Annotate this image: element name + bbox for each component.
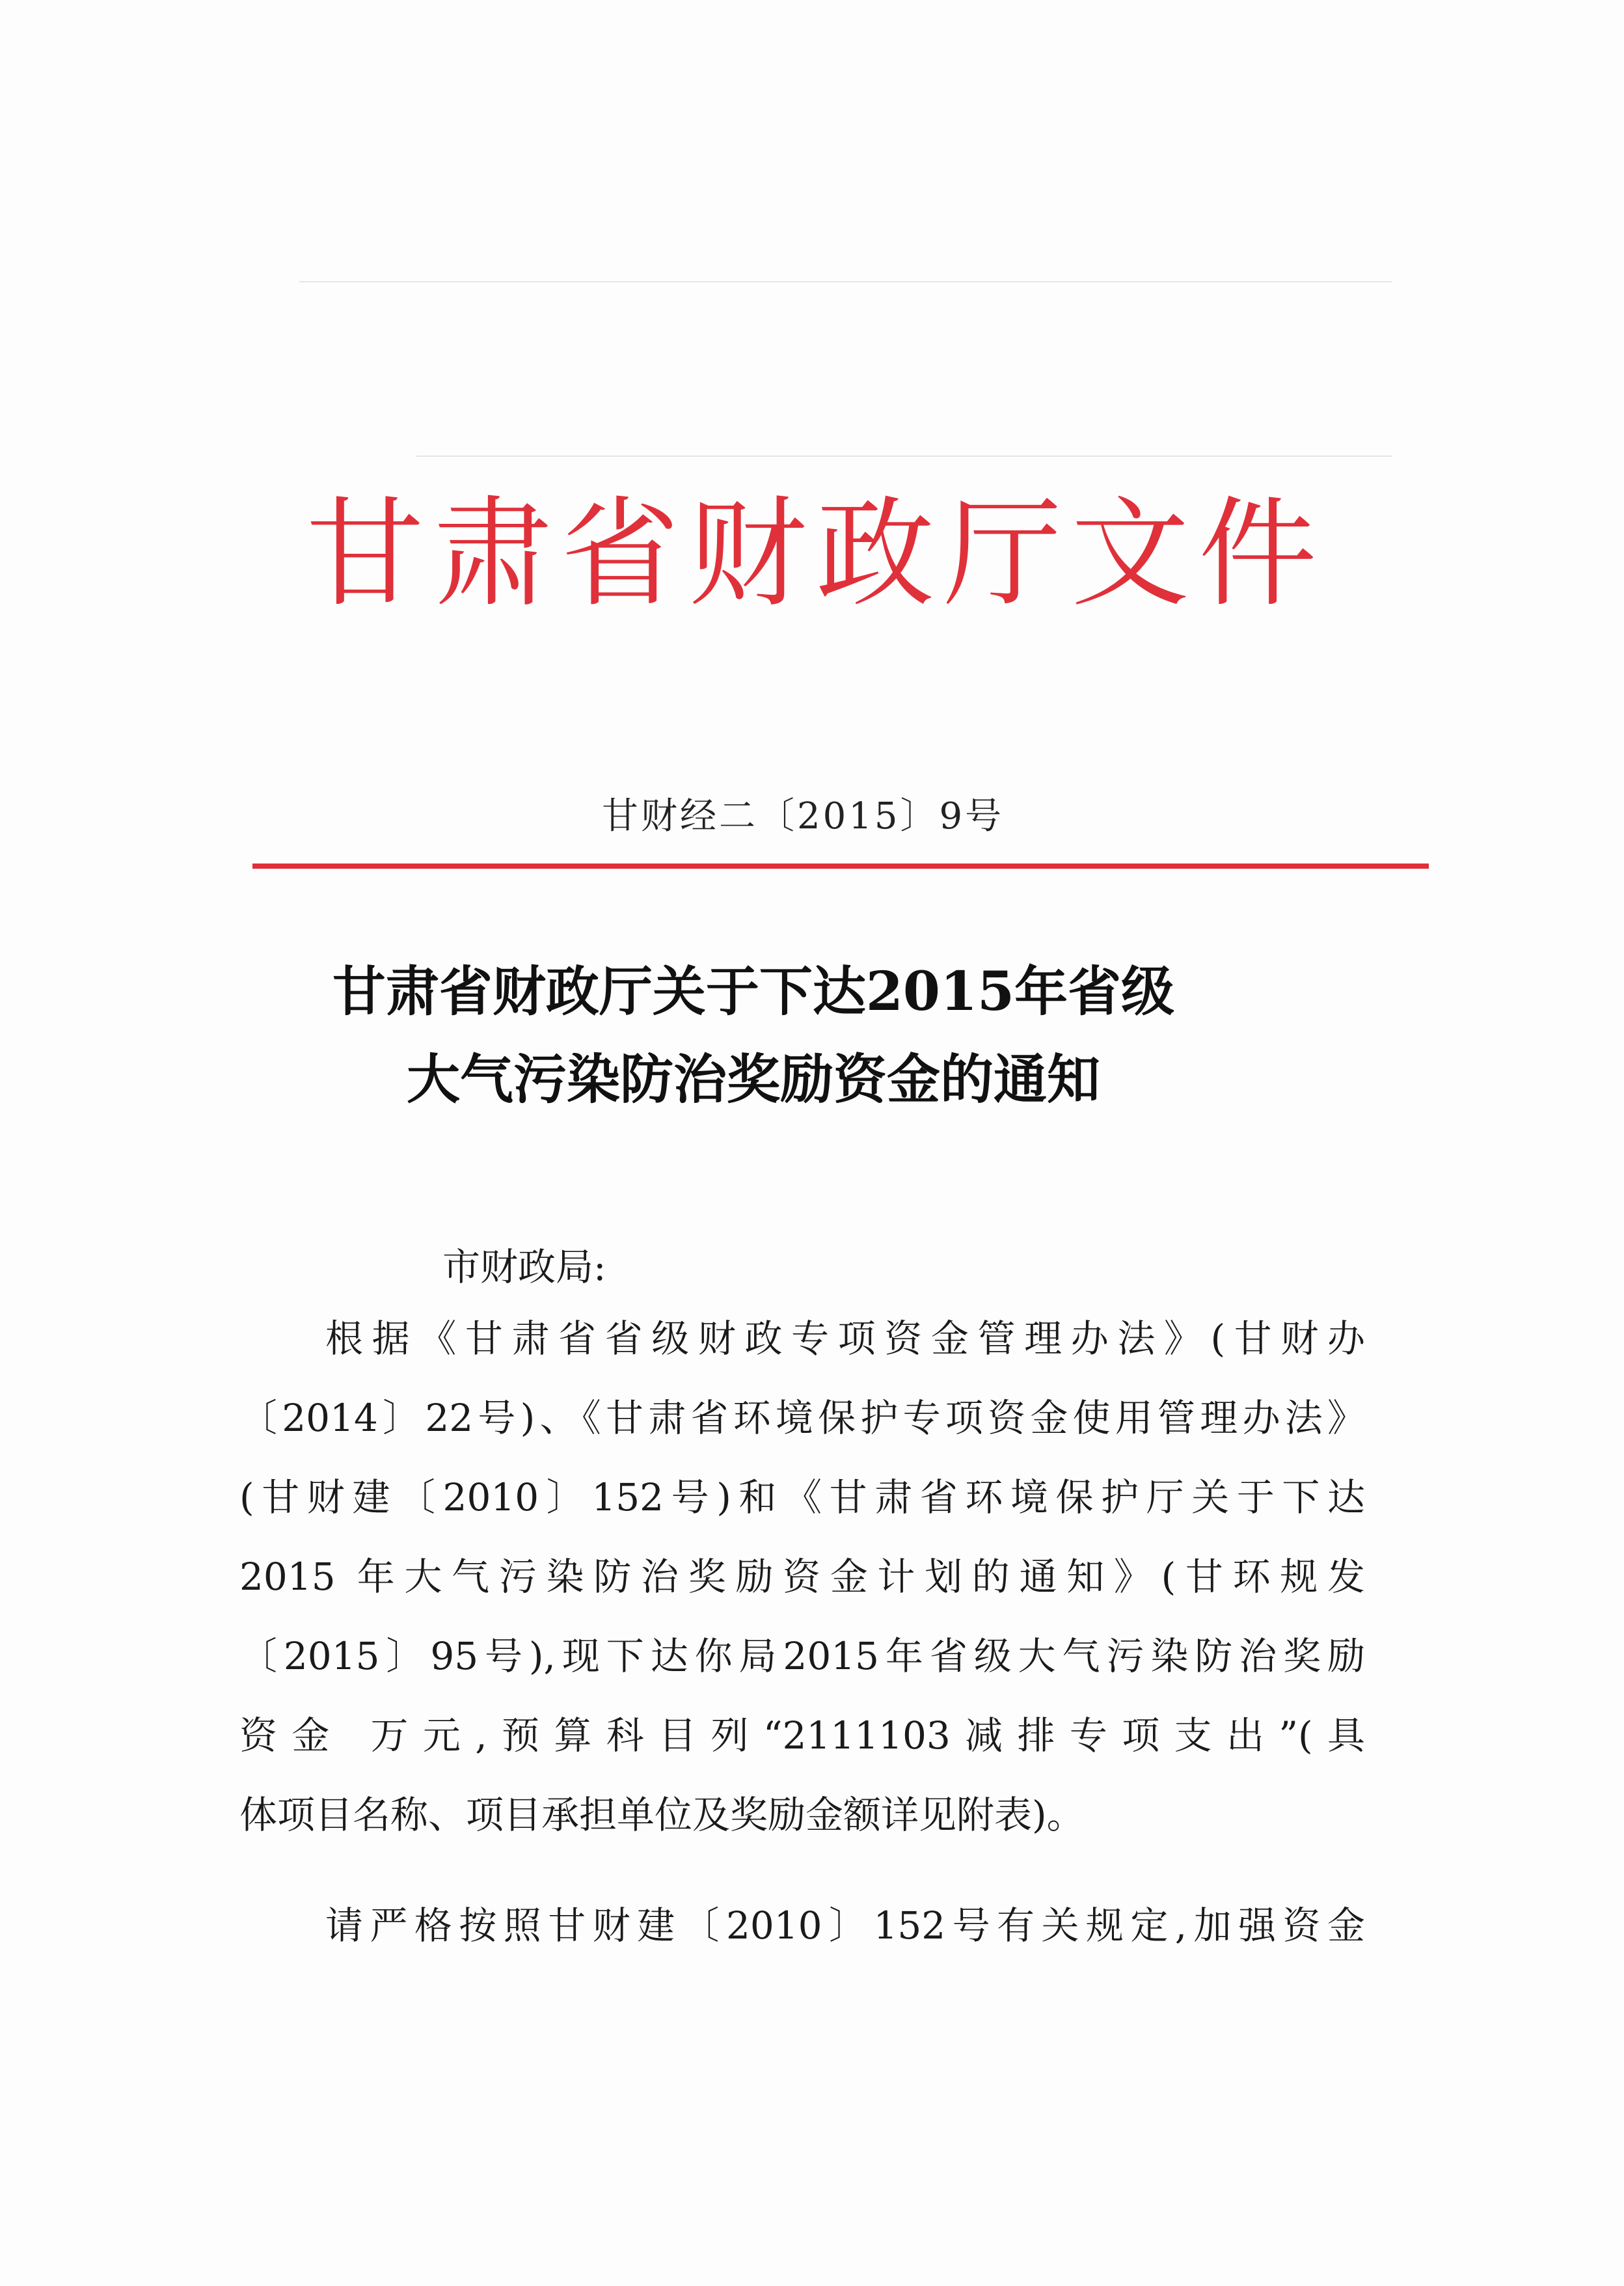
red-divider-rule	[252, 864, 1429, 869]
notice-title-line-2: 大气污染防治奖励资金的通知	[406, 1048, 1100, 1111]
bleed-through-line	[416, 456, 1392, 457]
body-line: (甘财建〔2010〕152号)和《甘肃省环境保护厅关于下达	[239, 1475, 1365, 1519]
body-line: 〔2014〕22号)、《甘肃省环境保护专项资金使用管理办法》	[239, 1396, 1365, 1440]
bleed-through-line	[299, 281, 1392, 282]
salutation: 市财政局:	[442, 1245, 606, 1289]
body-line: 〔2015〕95号),现下达你局2015年省级大气污染防治奖励	[239, 1634, 1365, 1678]
document-number: 甘财经二〔2015〕9号	[602, 795, 1005, 837]
notice-title-line-1: 甘肃省财政厅关于下达2015年省级	[332, 960, 1175, 1023]
body-line: 根据《甘肃省省级财政专项资金管理办法》(甘财办	[325, 1316, 1365, 1361]
body-line: 体项目名称、项目承担单位及奖励金额详见附表)。	[239, 1793, 1085, 1837]
body-line: 资金 万元,预算科目列“2111103减排专项支出”(具	[239, 1713, 1365, 1758]
document-header-title: 甘肃省财政厅文件	[306, 485, 1326, 623]
body-line: 2015 年大气污染防治奖励资金计划的通知》(甘环规发	[239, 1555, 1365, 1599]
body-line: 请严格按照甘财建〔2010〕152号有关规定,加强资金	[325, 1903, 1365, 1948]
